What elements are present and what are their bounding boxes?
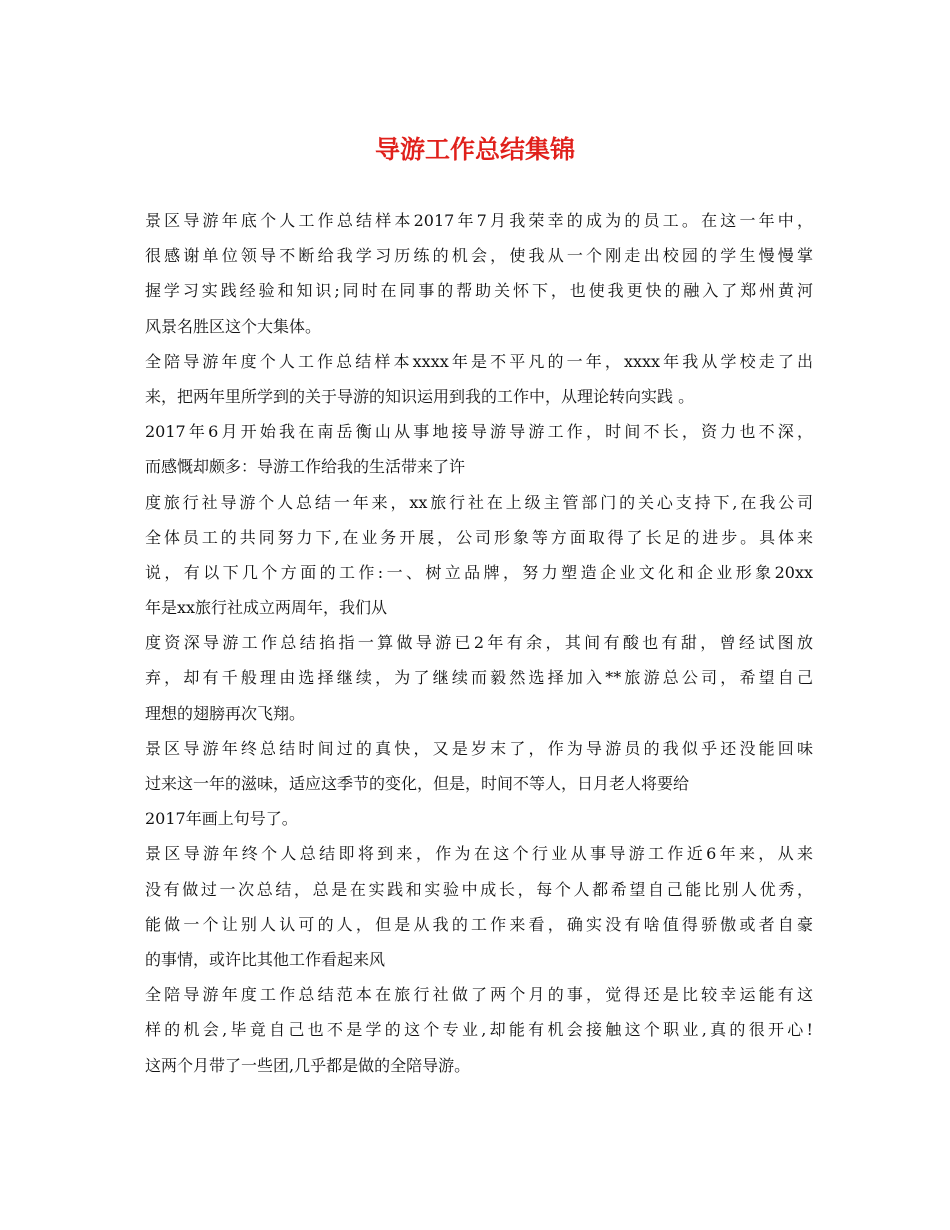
text-line: 年是xx旅行社成立两周年，我们从	[145, 598, 388, 618]
text-line: 这两个月带了一些团,几乎都是做的全陪导游。	[145, 1055, 471, 1075]
text-line: 没有做过一次总结，总是在实践和实验中成长，每个人都希望自己能比别人优秀，	[145, 879, 813, 899]
paragraph	[145, 836, 813, 977]
text-line: 全陪导游年度工作总结范本在旅行社做了两个月的事，觉得还是比较幸运能有这	[145, 985, 813, 1005]
text-line: 的事情，或许比其他工作看起来风	[145, 949, 386, 969]
paragraph	[145, 977, 813, 1083]
text-line: 景区导游年终个人总结即将到来，作为在这个行业从事导游工作近6年来，从来	[145, 844, 813, 864]
paragraph	[145, 731, 813, 837]
text-line: 握学习实践经验和知识;同时在同事的帮助关怀下，也使我更快的融入了郑州黄河	[145, 281, 813, 301]
paragraph	[145, 344, 813, 485]
text-line: 全陪导游年度个人工作总结样本xxxx年是不平凡的一年，xxxx年我从学校走了出	[145, 351, 813, 371]
text-line: 很感谢单位领导不断给我学习历练的机会，使我从一个刚走出校园的学生慢慢掌	[145, 246, 813, 266]
text-line: 而感慨却颇多：导游工作给我的生活带来了许	[145, 457, 466, 477]
text-line: 理想的翅膀再次飞翔。	[145, 703, 306, 723]
text-line: 来，把两年里所学到的关于导游的知识运用到我的工作中，从理论转向实践 。	[145, 386, 695, 406]
text-line: 全体员工的共同努力下,在业务开展，公司形象等方面取得了长足的进步。具体来	[145, 527, 813, 547]
text-line: 2017年6月开始我在南岳衡山从事地接导游导游工作，时间不长，资力也不深，	[145, 422, 813, 442]
text-line: 景区导游年终总结时间过的真快，又是岁末了，作为导游员的我似乎还没能回味	[145, 738, 813, 758]
text-line: 度资深导游工作总结掐指一算做导游已2年有余，其间有酸也有甜，曾经试图放	[145, 633, 813, 653]
text-line: 能做一个让别人认可的人，但是从我的工作来看，确实没有啥值得骄傲或者自豪	[145, 914, 813, 934]
text-line: 说，有以下几个方面的工作:一、树立品牌，努力塑造企业文化和企业形象20xx	[145, 562, 813, 582]
text-line: 度旅行社导游个人总结一年来，xx旅行社在上级主管部门的关心支持下,在我公司	[145, 492, 813, 512]
paragraph	[145, 485, 813, 626]
document-body	[145, 203, 813, 1083]
paragraph	[145, 203, 813, 344]
document-title: 导游工作总结集锦	[374, 135, 575, 164]
text-line: 风景名胜区这个大集体。	[145, 316, 322, 336]
paragraph	[145, 625, 813, 731]
text-line: 景区导游年底个人工作总结样本2017年7月我荣幸的成为的员工。在这一年中，	[145, 211, 813, 230]
text-line: 样的机会,毕竟自己也不是学的这个专业,却能有机会接触这个职业,真的很开心!	[145, 1020, 813, 1040]
text-line: 过来这一年的滋味，适应这季节的变化，但是，时间不等人，日月老人将要给	[145, 774, 690, 793]
text-line: 弃，却有千般理由选择继续，为了继续而毅然选择加入**旅游总公司，希望自己	[145, 668, 813, 688]
text-line: 2017年画上句号了。	[145, 809, 298, 829]
